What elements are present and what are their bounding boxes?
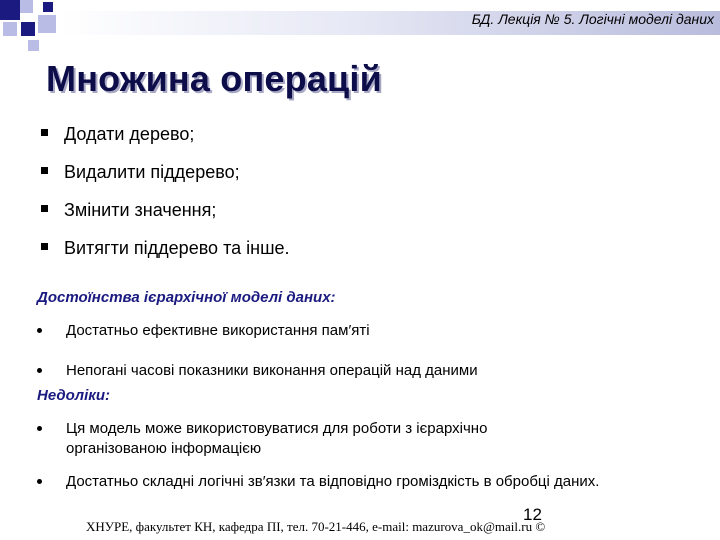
disadvantages-heading: Недоліки:	[37, 387, 111, 404]
square-bullet-icon	[41, 129, 48, 136]
decor-square	[20, 0, 33, 13]
decor-square	[38, 15, 56, 33]
decor-square	[0, 0, 20, 20]
square-bullet-icon	[41, 167, 48, 174]
decor-square	[3, 22, 17, 36]
footer-contact: ХНУРЕ, факультет КН, кафедра ПІ, тел. 70-21-446, e-mail: mazurova_ok@mail.ru ©	[86, 519, 546, 534]
decor-square	[28, 40, 39, 51]
list-item: Ця модель може використовуватися для роботи з ієрархічно організованою інформацією	[36, 419, 586, 459]
dot-bullet-icon	[37, 426, 42, 431]
disadvantages-list	[36, 419, 666, 492]
list-item: Видалити піддерево;	[40, 156, 290, 194]
advantages-list	[36, 321, 686, 381]
square-bullet-icon	[41, 205, 48, 212]
list-item: Додати дерево;	[40, 118, 290, 156]
lecture-title: БД. Лекція № 5. Логічні моделі даних	[471, 11, 714, 27]
advantages-heading: Достоїнства ієрархічної моделі даних:	[37, 289, 336, 306]
square-bullet-icon	[41, 243, 48, 250]
list-item: Змінити значення;	[40, 194, 290, 232]
list-item: Непогані часові показники виконання операцій над даними	[36, 361, 686, 381]
dot-bullet-icon	[37, 368, 42, 373]
page-number: 12	[523, 505, 542, 524]
list-item: Витягти піддерево та інше.	[40, 232, 290, 270]
dot-bullet-icon	[37, 479, 42, 484]
decor-square	[21, 22, 35, 36]
decor-square	[43, 2, 53, 12]
operations-list	[40, 118, 290, 270]
dot-bullet-icon	[37, 328, 42, 333]
list-item: Достатньо ефективне використання пам′яті	[36, 321, 686, 341]
slide-title: Множина операцій	[46, 58, 382, 99]
list-item: Достатньо складні логічні зв′язки та відповідно громіздкість в обробці даних.	[36, 472, 666, 492]
